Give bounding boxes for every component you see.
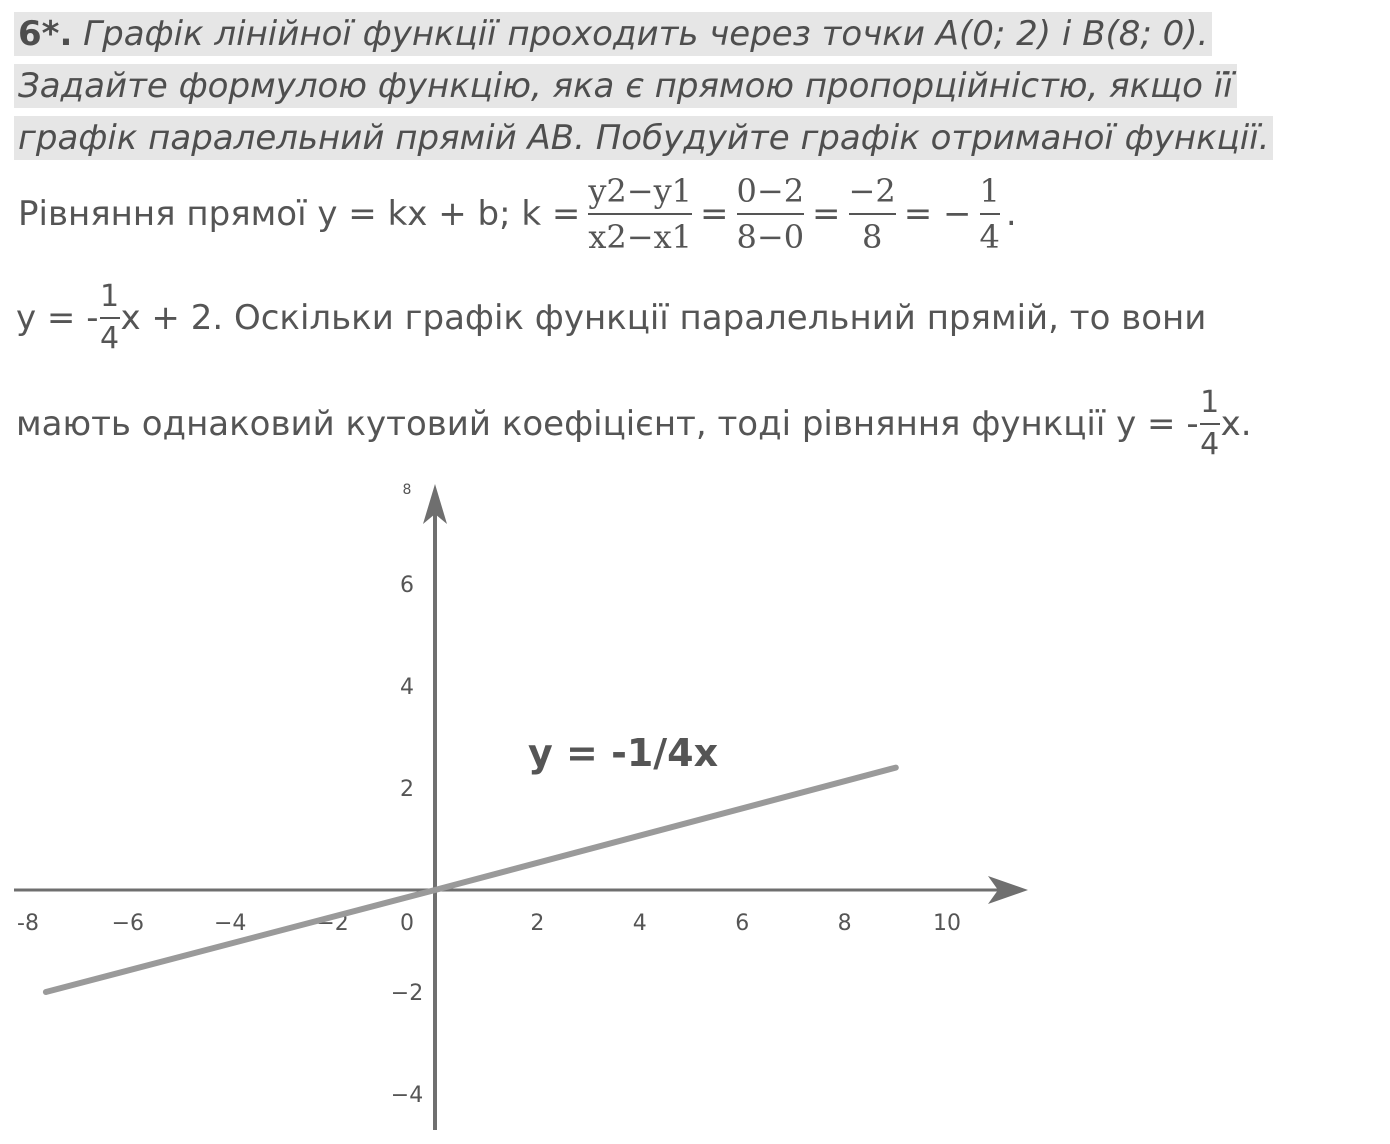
fraction-bar [1200, 423, 1220, 425]
y-tick-label: 2 [400, 777, 414, 802]
y-tick-label: 8 [402, 482, 412, 498]
y-tick-labels [391, 482, 423, 1108]
fraction-bar [588, 213, 692, 215]
x-tick-label: 6 [735, 911, 750, 936]
fraction-numerator: y2−y1 [588, 172, 693, 210]
coefficient-fraction [100, 280, 120, 356]
fraction-denominator: 4 [99, 321, 120, 356]
fraction-denominator: 4 [1200, 427, 1220, 462]
x-tick-label: 0 [400, 911, 414, 936]
x-tick-label: −2 [316, 911, 349, 936]
conclusion-prefix: мають однаковий кутовий коефіцієнт, тоді рівняння функції y = - [16, 404, 1199, 444]
equals-sign: = − [903, 194, 972, 234]
fraction-bar [849, 213, 896, 215]
fraction-numerator: 0−2 [736, 172, 805, 210]
function-label: y = -1/4x [528, 731, 719, 775]
fraction-numerator: 1 [979, 172, 1000, 210]
x-tick-label: 2 [530, 911, 545, 936]
problem-line-3 [14, 116, 1273, 160]
fraction-numerator: 1 [1200, 385, 1220, 420]
fraction-numerator: −2 [848, 172, 896, 210]
x-tick-label: −4 [213, 911, 247, 936]
slope-fraction-result [980, 172, 1000, 256]
solution-line-3 [16, 386, 1252, 462]
line-equation-suffix: x + 2. Оскільки графік функції паралельний прямій, то вони [120, 298, 1207, 338]
x-tick-label: -8 [17, 911, 39, 936]
problem-number: 6*. [18, 14, 73, 54]
fraction-bar [100, 317, 120, 319]
x-tick-label: 8 [837, 911, 852, 936]
function-graph [0, 470, 1100, 1140]
fraction-denominator: x2−x1 [588, 218, 692, 256]
x-tick-labels [17, 911, 961, 936]
problem-line-2 [14, 64, 1237, 108]
problem-text-2: Задайте формулою функцію, яка є прямою пропорційністю, якщо її [18, 66, 1233, 106]
fraction-denominator: 4 [979, 218, 1000, 256]
solution-line-2 [16, 280, 1206, 356]
x-tick-label: 10 [933, 911, 961, 936]
line-equation-prefix: y = - [16, 298, 99, 338]
solution-line-1 [16, 172, 1017, 256]
slope-fraction-simplified [849, 172, 896, 256]
fraction-bar [737, 213, 805, 215]
slope-fraction-substituted [737, 172, 805, 256]
fraction-denominator: 8−0 [736, 218, 805, 256]
x-tick-label: −6 [111, 911, 145, 936]
series-line [46, 768, 896, 992]
fraction-denominator: 8 [861, 218, 883, 256]
equals-sign: = [812, 194, 841, 234]
y-tick-label: −2 [390, 981, 424, 1006]
coefficient-fraction [1200, 386, 1220, 462]
sentence-end: . [1005, 194, 1017, 234]
fraction-numerator: 1 [99, 279, 120, 314]
slope-formula-prefix: Рівняння прямої y = kx + b; k = [18, 194, 581, 234]
conclusion-suffix: x. [1220, 404, 1252, 444]
y-tick-label: 4 [400, 675, 414, 700]
slope-fraction-general [588, 172, 692, 256]
problem-text-1: Графік лінійної функції проходить через точки A(0; 2) і B(8; 0). [83, 14, 1209, 54]
x-tick-label: 4 [632, 911, 647, 936]
problem-line-1 [14, 12, 1212, 56]
y-tick-label: 6 [400, 573, 414, 598]
y-tick-label: −4 [390, 1083, 424, 1108]
fraction-bar [980, 213, 1000, 215]
equals-sign: = [700, 194, 729, 234]
problem-text-3: графік паралельний прямій AB. Побудуйте графік отриманої функції. [18, 118, 1270, 158]
